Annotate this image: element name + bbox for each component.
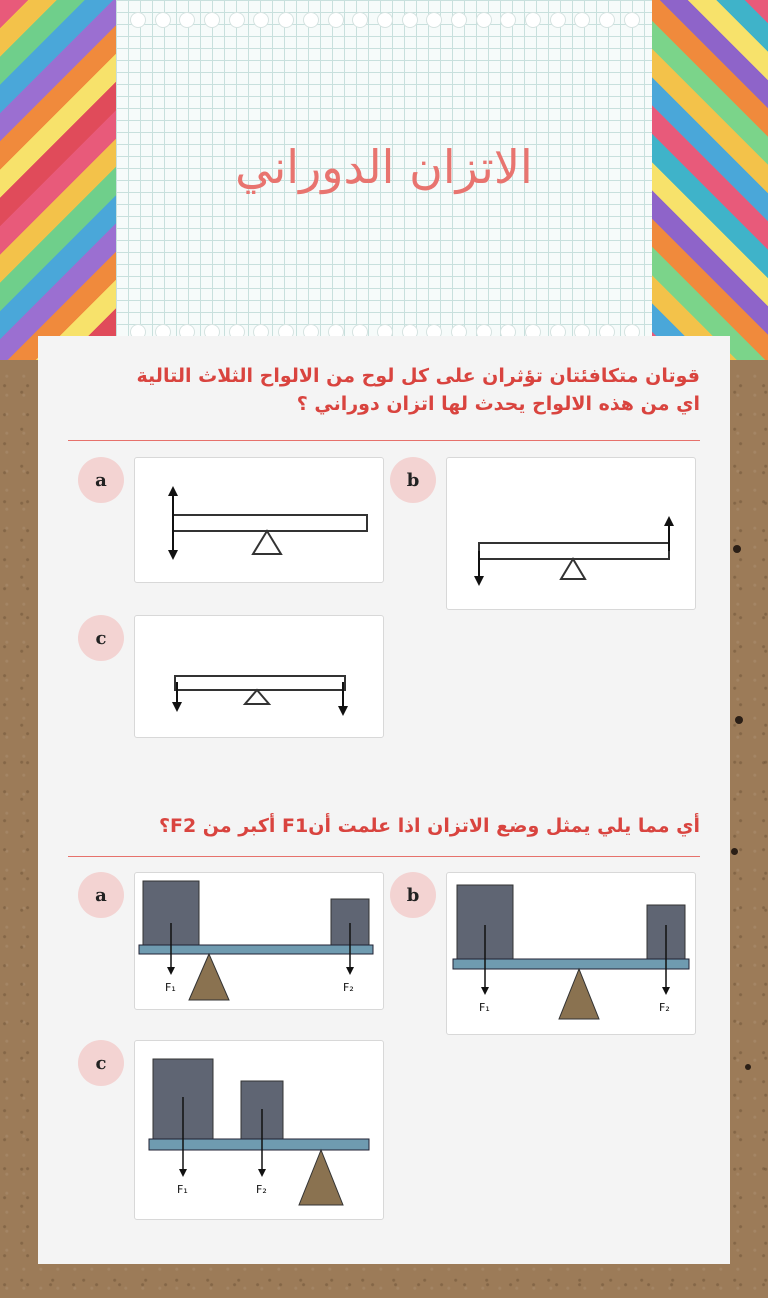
- q1-option-b-image[interactable]: [446, 457, 696, 610]
- quiz-card: [38, 336, 730, 1264]
- q2b-f2-label: F₂: [659, 1001, 670, 1014]
- question-1-text: [68, 362, 700, 418]
- cork-dot: [731, 848, 738, 855]
- q1-option-a-badge[interactable]: a: [78, 457, 124, 503]
- q1-option-c-image[interactable]: [134, 615, 384, 738]
- q2-option-b-badge[interactable]: b: [390, 872, 436, 918]
- cork-dot: [745, 1064, 751, 1070]
- q2a-f1-label: F₁: [165, 981, 176, 994]
- q2b-f1-label: F₁: [479, 1001, 490, 1014]
- chevron-pattern-left: [0, 0, 116, 360]
- seesaw-diagram-c: [135, 1041, 383, 1219]
- plank-diagram-a: [135, 458, 383, 582]
- paper-holes-top: [130, 12, 640, 30]
- plank-diagram-c: [135, 616, 383, 737]
- q1-option-c-badge[interactable]: c: [78, 615, 124, 661]
- cork-dot: [733, 545, 741, 553]
- q2-option-a-image[interactable]: [134, 872, 384, 1010]
- q2-option-c-image[interactable]: [134, 1040, 384, 1220]
- header-banner: [0, 0, 768, 360]
- q2a-f2-label: F₂: [343, 981, 354, 994]
- question-1-divider: [68, 440, 700, 441]
- question-1-line-1: قوتان متكافئتان تؤثران على كل لوح من الالواح الثلاث التالية: [136, 365, 700, 387]
- seesaw-diagram-b: [447, 873, 695, 1034]
- q2-option-c-badge[interactable]: c: [78, 1040, 124, 1086]
- question-2-text: أي مما يلي يمثل وضع الاتزان اذا علمت أنF1 أكبر من F2؟: [158, 815, 700, 837]
- q2c-f2-label: F₂: [256, 1183, 267, 1196]
- q2-option-b-image[interactable]: [446, 872, 696, 1035]
- q2c-f1-label: F₁: [177, 1183, 188, 1196]
- question-1-line-2: اي من هذه الالواح يحدث لها اتزان دوراني ؟: [296, 393, 700, 415]
- q2-option-a-badge[interactable]: a: [78, 872, 124, 918]
- cork-dot: [735, 716, 743, 724]
- question-2-divider: [68, 856, 700, 857]
- q1-option-a-image[interactable]: [134, 457, 384, 583]
- seesaw-diagram-a: [135, 873, 383, 1009]
- chevron-pattern-right: [652, 0, 768, 360]
- plank-diagram-b: [447, 458, 695, 609]
- page-title: الاتزان الدوراني: [235, 140, 533, 194]
- q1-option-b-badge[interactable]: b: [390, 457, 436, 503]
